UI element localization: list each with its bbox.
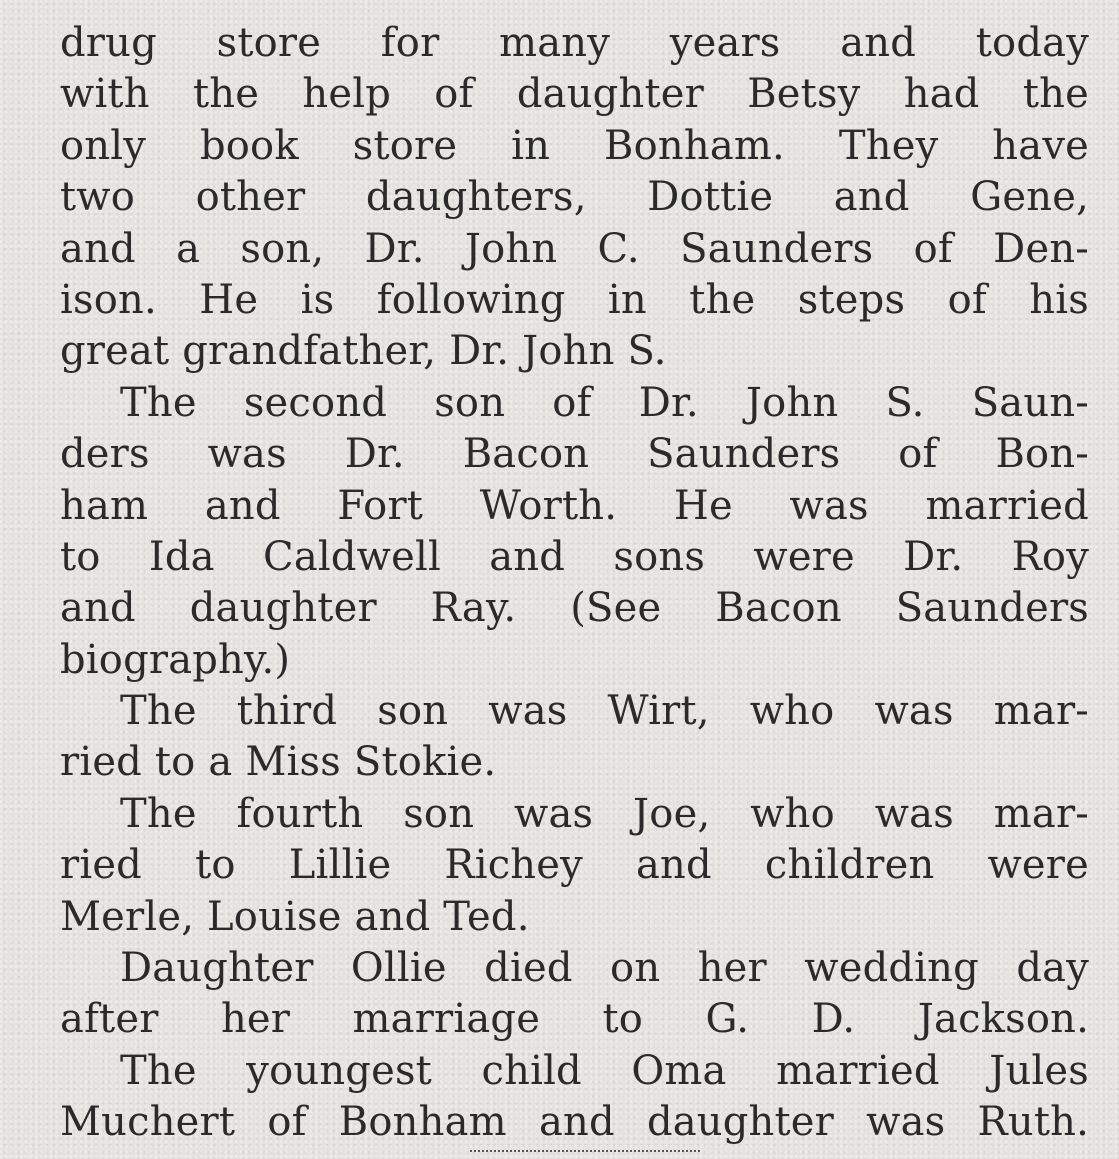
- text-line: drug store for many years and today: [60, 20, 1089, 66]
- text-line: ders was Dr. Bacon Saunders of Bon-: [60, 431, 1089, 478]
- text-line: Merle, Louise and Ted.: [60, 893, 530, 940]
- text-line: two other daughters, Dottie and Gene,: [60, 174, 1089, 221]
- text-line: ham and Fort Worth. He was married: [60, 482, 1089, 529]
- paragraph-start: The second son of Dr. John S. Saun-: [120, 379, 1089, 426]
- text-line: and a son, Dr. John C. Saunders of Den-: [60, 225, 1089, 272]
- paragraph-start: The third son was Wirt, who was mar-: [120, 688, 1089, 735]
- paragraph-start: The youngest child Oma married Jules: [120, 1047, 1089, 1094]
- text-line: great grandfather, Dr. John S.: [60, 328, 667, 375]
- text-line: Muchert of Bonham and daughter was Ruth.: [60, 1099, 1089, 1146]
- text-line: and daughter Ray. (See Bacon Saunders: [60, 585, 1089, 632]
- paragraph-start: The fourth son was Joe, who was mar-: [120, 790, 1089, 837]
- text-line: with the help of daughter Betsy had the: [60, 71, 1089, 118]
- text-line: biography.): [60, 636, 291, 683]
- paragraph-start: Daughter Ollie died on her wedding day: [120, 945, 1089, 992]
- text-line: to Ida Caldwell and sons were Dr. Roy: [60, 533, 1089, 580]
- page-edge-mark: [470, 1150, 700, 1156]
- text-line: ison. He is following in the steps of his: [60, 276, 1089, 323]
- text-line: ried to a Miss Stokie.: [60, 739, 497, 786]
- text-line: after her marriage to G. D. Jackson.: [60, 996, 1089, 1043]
- text-line: only book store in Bonham. They have: [60, 122, 1089, 169]
- text-line: ried to Lillie Richey and children were: [60, 842, 1089, 889]
